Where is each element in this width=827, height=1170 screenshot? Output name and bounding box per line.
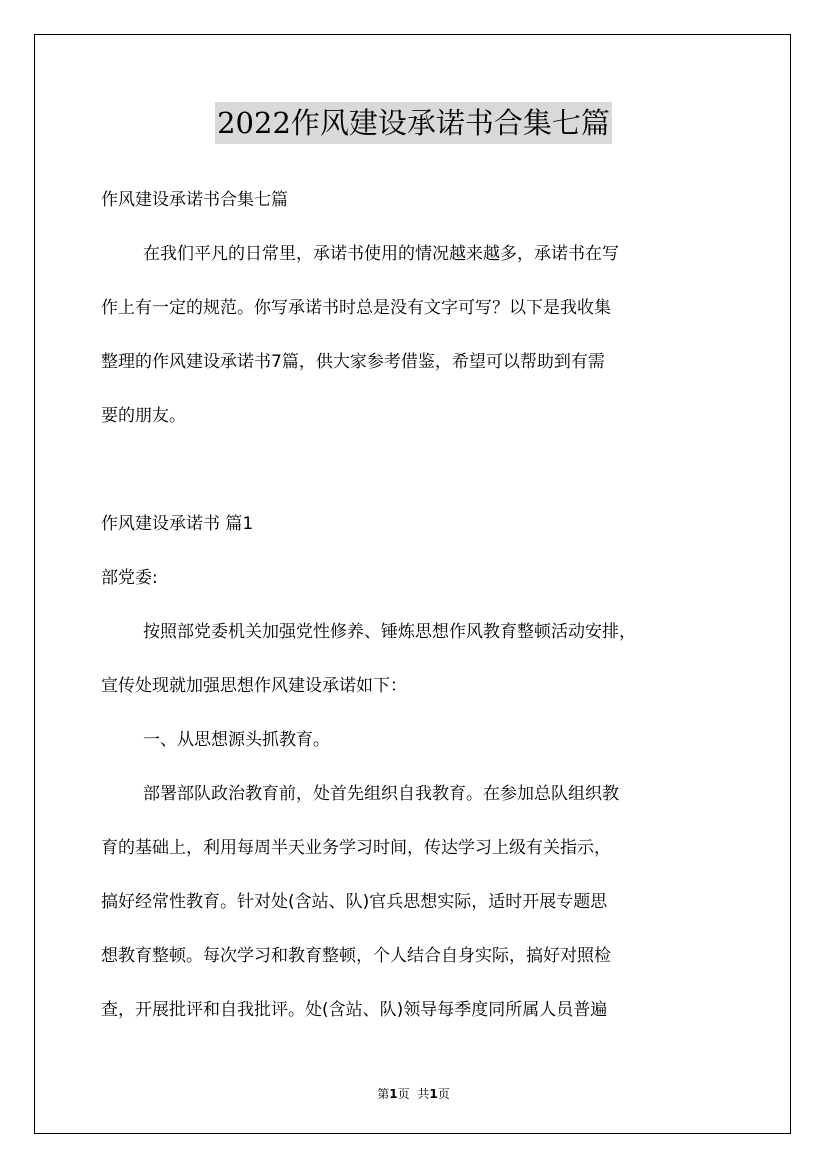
paragraph-line: 搞好经常性教育。针对处(含站、队)官兵思想实际，适时开展专题思 — [101, 892, 608, 912]
document-subtitle: 作风建设承诺书合集七篇 — [101, 190, 288, 210]
page-prefix: 第 — [377, 1087, 390, 1101]
intro-line: 作上有一定的规范。你写承诺书时总是没有文字可写？以下是我收集 — [101, 298, 611, 318]
total-suffix: 页 — [437, 1087, 450, 1101]
page-number: 1 — [389, 1087, 398, 1101]
salutation: 部党委: — [101, 568, 158, 588]
section-heading: 作风建设承诺书 篇1 — [101, 514, 254, 534]
page-footer — [0, 1085, 827, 1102]
spacer — [101, 443, 741, 497]
point-heading: 一、从思想源头抓教育。 — [143, 730, 330, 750]
paragraph-line: 想教育整顿。每次学习和教育整顿，个人结合自身实际，搞好对照检 — [101, 946, 611, 966]
intro-line: 要的朋友。 — [101, 406, 186, 426]
paragraph-line: 育的基础上，利用每周半天业务学习时间，传达学习上级有关指示， — [101, 838, 611, 858]
intro-line: 在我们平凡的日常里，承诺书使用的情况越来越多，承诺书在写 — [143, 244, 619, 264]
document-body — [101, 173, 741, 1037]
paragraph-line: 按照部党委机关加强党性修养、锤炼思想作风教育整顿活动安排， — [143, 622, 636, 642]
intro-line: 整理的作风建设承诺书7篇，供大家参考借鉴，希望可以帮助到有需 — [101, 352, 605, 372]
paragraph-line: 宣传处现就加强思想作风建设承诺如下： — [101, 676, 407, 696]
paragraph-line: 部署部队政治教育前，处首先组织自我教育。在参加总队组织教 — [143, 784, 619, 804]
total-prefix: 共 — [417, 1087, 430, 1101]
paragraph-line: 查，开展批评和自我批评。处(含站、队)领导每季度同所属人员普遍 — [101, 1000, 608, 1020]
total-pages: 1 — [429, 1087, 438, 1101]
title-container — [0, 102, 827, 144]
document-title: 2022作风建设承诺书合集七篇 — [215, 102, 612, 144]
page-suffix: 页 — [397, 1087, 410, 1101]
